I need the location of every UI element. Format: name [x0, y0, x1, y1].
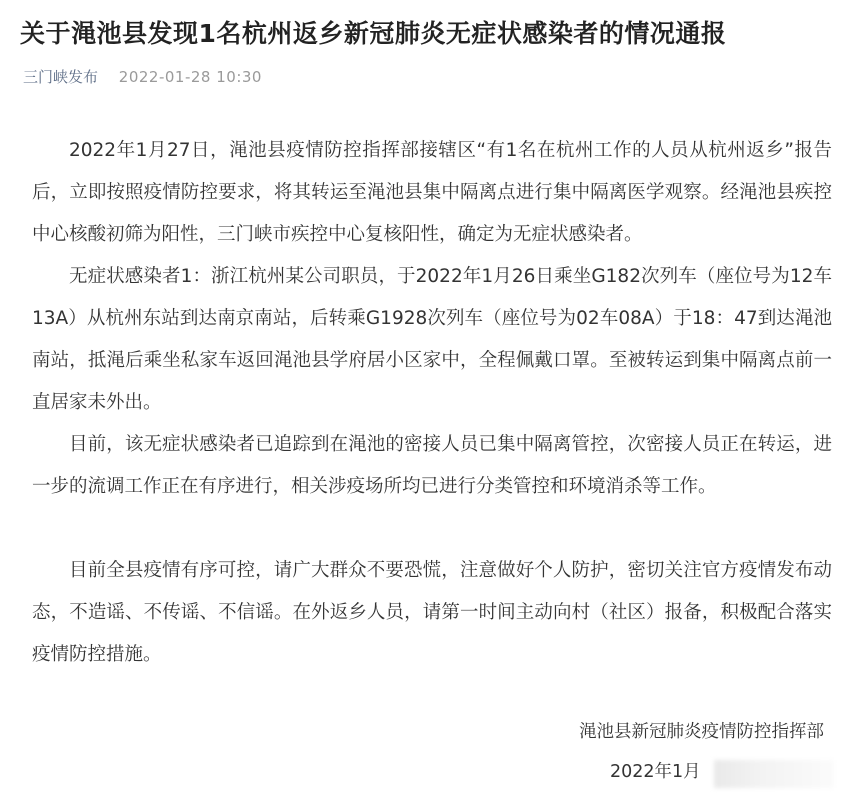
- publish-time: 2022-01-28 10:30: [118, 68, 262, 86]
- paragraph-3: 目前，该无症状感染者已追踪到在渑池的密接人员已集中隔离管控，次密接人员正在转运，进一步的流调工作正在有序进行，相关涉疫场所均已进行分类管控和环境消杀等工作。: [32, 434, 832, 497]
- article-meta: [23, 66, 262, 87]
- source-link[interactable]: 三门峡发布: [23, 68, 99, 86]
- signoff-date: 2022年1月: [610, 762, 701, 782]
- article-title: 关于渑池县发现1名杭州返乡新冠肺炎无症状感染者的情况通报: [20, 19, 727, 48]
- paragraph-2: 无症状感染者1：浙江杭州某公司职员，于2022年1月26日乘坐G182次列车（座位号为12车13A）从杭州东站到达南京南站，后转乘G1928次列车（座位号为02车08A）于18：47到达渑池南站，抵渑后乘坐私家车返回渑池县学府居小区家中，全程佩戴口罩。至被转运到集中隔离点前一直居家未外出。: [32, 266, 832, 413]
- blurred-region: [714, 760, 834, 788]
- paragraph-1: 2022年1月27日，渑池县疫情防控指挥部接辖区“有1名在杭州工作的人员从杭州返乡”报告后，立即按照疫情防控要求，将其转运至渑池县集中隔离点进行集中隔离医学观察。经渑池县疾控中心核酸初筛为阳性，三门峡市疾控中心复核阳性，确定为无症状感染者。: [32, 140, 832, 245]
- signoff-organization: 渑池县新冠肺炎疫情防控指挥部: [579, 722, 824, 742]
- paragraph-4: 目前全县疫情有序可控，请广大群众不要恐慌，注意做好个人防护，密切关注官方疫情发布动态，不造谣、不传谣、不信谣。在外返乡人员，请第一时间主动向村（社区）报备，积极配合落实疫情防控措施。: [32, 560, 832, 665]
